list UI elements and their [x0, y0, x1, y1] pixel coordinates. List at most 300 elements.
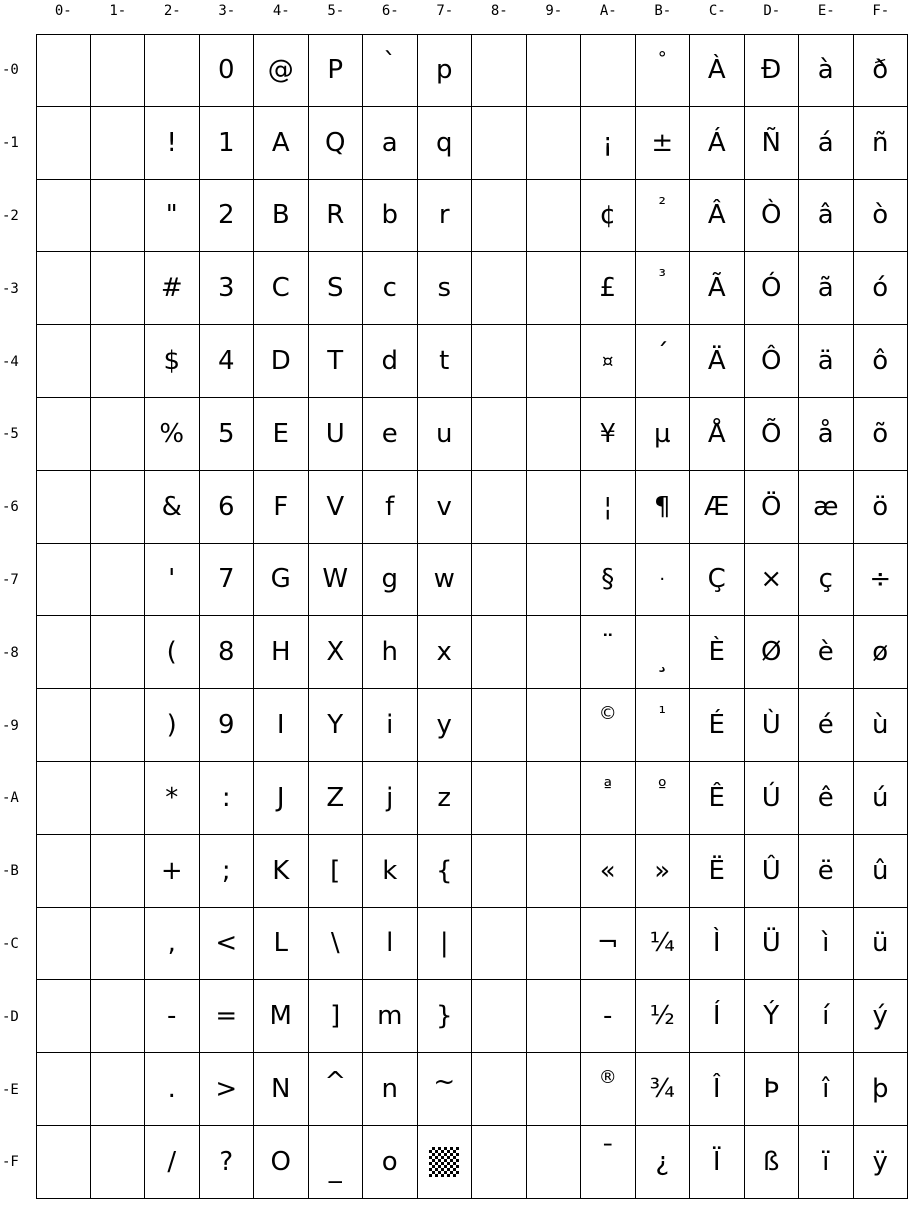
code-cell: [799, 398, 854, 471]
glyph: f: [385, 491, 395, 522]
glyph: !: [166, 127, 177, 158]
code-cell: [254, 908, 309, 981]
glyph: #: [160, 273, 183, 304]
glyph: ): [166, 710, 177, 741]
code-cell: [309, 1126, 364, 1199]
code-cell: [527, 1126, 582, 1199]
code-cell: [527, 325, 582, 398]
code-cell: [472, 107, 527, 180]
glyph: õ: [872, 418, 889, 449]
glyph: ×: [760, 564, 783, 595]
glyph: L: [273, 928, 288, 959]
glyph: ¯: [601, 1140, 615, 1170]
code-cell: [799, 689, 854, 762]
glyph: Ù: [761, 710, 781, 741]
code-cell: [91, 762, 146, 835]
code-cell: [145, 398, 200, 471]
code-cell: [91, 835, 146, 908]
glyph: x: [436, 637, 452, 668]
code-cell: [309, 762, 364, 835]
glyph: ã: [817, 273, 834, 304]
column-header: 0-: [54, 3, 72, 19]
code-cell: [581, 689, 636, 762]
code-cell: [636, 471, 691, 544]
code-cell: [636, 544, 691, 617]
glyph: ?: [219, 1146, 234, 1177]
code-cell: [690, 616, 745, 689]
glyph: 4: [217, 346, 235, 377]
glyph: ö: [872, 491, 889, 522]
code-cell: [472, 908, 527, 981]
glyph: Å: [707, 418, 726, 449]
code-cell: [363, 398, 418, 471]
code-cell: [690, 325, 745, 398]
code-cell: [254, 616, 309, 689]
glyph: |: [439, 928, 449, 959]
code-cell: [472, 398, 527, 471]
glyph: n: [381, 1074, 398, 1105]
glyph: a: [381, 127, 398, 158]
code-cell: [581, 471, 636, 544]
code-cell: [581, 908, 636, 981]
code-cell: [581, 835, 636, 908]
code-cell: [690, 1126, 745, 1199]
code-cell: [418, 107, 473, 180]
code-cell: [854, 689, 909, 762]
code-cell: [745, 180, 800, 253]
code-cell: [363, 762, 418, 835]
code-cell: [854, 325, 909, 398]
code-cell: [363, 908, 418, 981]
code-cell: [581, 398, 636, 471]
code-cell: [745, 1053, 800, 1126]
glyph: ¨: [601, 630, 615, 661]
code-cell: [91, 544, 146, 617]
code-cell: [254, 835, 309, 908]
glyph: ³: [658, 266, 666, 288]
code-cell: [36, 398, 91, 471]
glyph: ¹: [658, 703, 666, 725]
code-cell: [799, 835, 854, 908]
code-cell: [690, 544, 745, 617]
code-cell: [91, 325, 146, 398]
code-cell: [309, 471, 364, 544]
code-cell: [581, 107, 636, 180]
code-cell: [799, 471, 854, 544]
column-header: 7-: [436, 3, 454, 19]
glyph: ~: [433, 1067, 456, 1098]
code-cell: [745, 544, 800, 617]
code-cell: [745, 471, 800, 544]
glyph: A: [271, 127, 290, 158]
code-cell: [745, 252, 800, 325]
glyph: Ë: [708, 855, 725, 886]
code-cell: [200, 544, 255, 617]
code-cell: [854, 762, 909, 835]
row-header: -4: [2, 353, 19, 370]
code-cell: [636, 34, 691, 107]
glyph: ô: [872, 346, 889, 377]
code-cell: [36, 34, 91, 107]
glyph: ì: [822, 928, 830, 959]
code-cell: [309, 398, 364, 471]
code-cell: [527, 908, 582, 981]
glyph: Ê: [708, 782, 725, 813]
code-cell: [854, 616, 909, 689]
code-cell: [91, 980, 146, 1053]
glyph: *: [165, 782, 179, 813]
glyph: +: [160, 855, 183, 886]
code-cell: [690, 980, 745, 1053]
glyph: ÷: [869, 564, 892, 595]
glyph: Y: [327, 710, 344, 741]
code-cell: [418, 1053, 473, 1126]
glyph: Ö: [761, 491, 782, 522]
code-cell: [636, 325, 691, 398]
code-cell: [309, 1053, 364, 1126]
code-cell: [690, 107, 745, 180]
code-cell: [363, 616, 418, 689]
column-header: 4-: [272, 3, 290, 19]
glyph: K: [272, 855, 290, 886]
row-header: -F: [2, 1154, 19, 1171]
code-cell: [799, 252, 854, 325]
glyph: w: [433, 564, 455, 595]
glyph: Û: [761, 855, 781, 886]
glyph: þ: [871, 1074, 889, 1105]
code-cell: [799, 107, 854, 180]
code-cell: [200, 980, 255, 1053]
code-cell: [145, 835, 200, 908]
glyph: á: [817, 127, 834, 158]
glyph: ¬: [596, 928, 619, 959]
glyph: s: [437, 273, 452, 304]
code-cell: [854, 398, 909, 471]
glyph: r: [438, 200, 450, 231]
glyph: %: [159, 418, 185, 449]
code-cell: [636, 980, 691, 1053]
glyph: µ: [653, 418, 671, 449]
code-cell: [145, 107, 200, 180]
column-header: 8-: [490, 3, 508, 19]
glyph: Ü: [761, 928, 781, 959]
code-cell: [363, 107, 418, 180]
glyph: Í: [712, 1001, 721, 1032]
code-cell: [91, 1053, 146, 1126]
code-cell: [91, 398, 146, 471]
code-cell: [254, 689, 309, 762]
code-cell: [636, 616, 691, 689]
glyph: v: [436, 491, 452, 522]
code-cell: [418, 471, 473, 544]
glyph: j: [386, 782, 394, 813]
code-cell: [254, 471, 309, 544]
code-cell: [145, 180, 200, 253]
code-cell: [799, 980, 854, 1053]
code-cell: [418, 325, 473, 398]
glyph: «: [599, 855, 616, 886]
column-header: 6-: [381, 3, 399, 19]
glyph: q: [435, 127, 453, 158]
code-cell: [254, 1126, 309, 1199]
code-cell: [581, 616, 636, 689]
code-cell: [854, 544, 909, 617]
code-cell: [363, 544, 418, 617]
column-header: A-: [599, 3, 617, 19]
code-cell: [636, 107, 691, 180]
code-cell: [418, 980, 473, 1053]
code-cell: [254, 544, 309, 617]
code-cell: [145, 762, 200, 835]
glyph: ø: [872, 637, 889, 668]
glyph: 0: [217, 54, 235, 85]
glyph: È: [708, 637, 725, 668]
code-cell: [418, 616, 473, 689]
glyph: 9: [217, 710, 235, 741]
glyph: ó: [872, 273, 889, 304]
code-cell: [418, 835, 473, 908]
code-cell: [36, 1126, 91, 1199]
glyph: E: [272, 418, 289, 449]
code-cell: [36, 107, 91, 180]
glyph: I: [276, 710, 285, 741]
code-cell: [309, 544, 364, 617]
code-cell: [418, 908, 473, 981]
code-cell: [854, 908, 909, 981]
glyph: ü: [872, 928, 889, 959]
glyph: 2: [217, 200, 235, 231]
code-cell: [799, 762, 854, 835]
glyph: Ô: [761, 346, 782, 377]
code-cell: [581, 1126, 636, 1199]
glyph: Þ: [763, 1074, 780, 1105]
code-cell: [254, 252, 309, 325]
glyph: é: [817, 710, 834, 741]
code-cell: [145, 325, 200, 398]
glyph: ¿: [655, 1146, 670, 1177]
code-cell: [745, 908, 800, 981]
code-cell: [581, 34, 636, 107]
code-cell: [854, 34, 909, 107]
code-cell: [472, 252, 527, 325]
code-cell: [36, 908, 91, 981]
code-cell: [581, 252, 636, 325]
glyph: 5: [217, 418, 235, 449]
glyph: Ä: [707, 346, 726, 377]
glyph: ê: [817, 782, 834, 813]
glyph: G: [270, 564, 291, 595]
code-cell: [636, 398, 691, 471]
code-cell: [527, 616, 582, 689]
row-header: -7: [2, 571, 19, 588]
code-cell: [309, 180, 364, 253]
glyph: §: [601, 564, 615, 595]
glyph: ·: [659, 568, 666, 590]
column-header: C-: [708, 3, 726, 19]
code-cell: [527, 835, 582, 908]
glyph: ^: [324, 1067, 347, 1098]
glyph: H: [270, 637, 291, 668]
code-cell: [145, 1053, 200, 1126]
glyph: (: [166, 637, 177, 668]
glyph: à: [817, 54, 834, 85]
glyph: -: [603, 1001, 613, 1032]
code-cell: [799, 34, 854, 107]
code-cell: [145, 1126, 200, 1199]
glyph: Â: [707, 200, 726, 231]
glyph: .: [167, 1074, 176, 1105]
code-cell: [745, 980, 800, 1053]
row-header: -1: [2, 135, 19, 152]
code-cell: [745, 398, 800, 471]
glyph: Q: [325, 127, 346, 158]
code-cell: [799, 1053, 854, 1126]
code-cell: [200, 1126, 255, 1199]
glyph: ®: [598, 1067, 617, 1089]
code-cell: [745, 616, 800, 689]
glyph: ú: [872, 782, 889, 813]
glyph: ¾: [649, 1074, 675, 1105]
glyph: ñ: [872, 127, 889, 158]
glyph: Õ: [761, 418, 782, 449]
code-cell: [581, 980, 636, 1053]
glyph: ç: [818, 564, 833, 595]
glyph: ¼: [649, 928, 675, 959]
glyph: &: [161, 491, 182, 522]
row-header: -9: [2, 717, 19, 734]
glyph: F: [273, 491, 289, 522]
glyph: /: [167, 1146, 177, 1177]
code-cell: [854, 980, 909, 1053]
column-header: B-: [654, 3, 672, 19]
code-cell: [91, 471, 146, 544]
row-header: -6: [2, 499, 19, 516]
glyph: \: [330, 928, 340, 959]
code-cell: [145, 980, 200, 1053]
glyph: k: [382, 855, 398, 886]
glyph: ý: [872, 1001, 888, 1032]
code-cell: [36, 762, 91, 835]
code-cell: [636, 1053, 691, 1126]
row-header: -D: [2, 1008, 19, 1025]
code-cell: [799, 544, 854, 617]
glyph: C: [271, 273, 290, 304]
code-cell: [200, 1053, 255, 1126]
glyph: ù: [872, 710, 889, 741]
glyph: Ã: [707, 273, 726, 304]
code-cell: [854, 180, 909, 253]
code-cell: [690, 908, 745, 981]
code-cell: [472, 689, 527, 762]
code-cell: [799, 325, 854, 398]
glyph: P: [327, 54, 344, 85]
glyph: ¢: [599, 200, 617, 231]
code-cell: [418, 180, 473, 253]
glyph: Ç: [707, 564, 726, 595]
glyph: W: [322, 564, 349, 595]
code-cell: [200, 180, 255, 253]
code-cell: [472, 980, 527, 1053]
code-cell: [418, 398, 473, 471]
code-cell: [418, 1126, 473, 1199]
glyph: M: [269, 1001, 292, 1032]
code-cell: [145, 908, 200, 981]
column-header: 9-: [545, 3, 563, 19]
code-cell: [690, 835, 745, 908]
glyph: Ì: [712, 928, 721, 959]
code-cell: [254, 107, 309, 180]
code-cell: [854, 471, 909, 544]
glyph: z: [437, 782, 452, 813]
glyph: t: [439, 346, 450, 377]
code-cell: [91, 180, 146, 253]
code-cell: [581, 1053, 636, 1126]
code-cell: [418, 34, 473, 107]
glyph: å: [817, 418, 834, 449]
code-cell: [690, 180, 745, 253]
code-cell: [91, 616, 146, 689]
column-header: 1-: [109, 3, 127, 19]
code-cell: [36, 616, 91, 689]
glyph: Ò: [761, 200, 782, 231]
glyph: û: [872, 855, 889, 886]
code-cell: [363, 1053, 418, 1126]
code-cell: [36, 1053, 91, 1126]
code-cell: [636, 908, 691, 981]
code-cell: [91, 107, 146, 180]
code-cell: [200, 908, 255, 981]
glyph: $: [163, 346, 181, 377]
code-cell: [581, 180, 636, 253]
code-cell: [527, 180, 582, 253]
code-cell: [472, 1053, 527, 1126]
glyph: >: [215, 1074, 238, 1105]
glyph: 3: [217, 273, 235, 304]
code-cell: [309, 908, 364, 981]
glyph: °: [657, 48, 667, 69]
code-cell: [472, 616, 527, 689]
code-cell: [418, 689, 473, 762]
column-header: 3-: [218, 3, 236, 19]
code-cell: [363, 980, 418, 1053]
glyph: ¶: [653, 491, 671, 522]
code-cell: [472, 471, 527, 544]
glyph: g: [381, 564, 398, 595]
code-cell: [254, 34, 309, 107]
code-cell: [145, 616, 200, 689]
glyph: ä: [817, 346, 834, 377]
code-cell: [363, 325, 418, 398]
glyph: c: [382, 273, 397, 304]
glyph: Á: [707, 127, 726, 158]
code-cell: [636, 835, 691, 908]
code-cell: [36, 180, 91, 253]
code-cell: [254, 1053, 309, 1126]
glyph: ª: [603, 776, 612, 797]
column-header: 2-: [163, 3, 181, 19]
glyph: ¥: [599, 418, 617, 449]
glyph: i: [386, 710, 394, 741]
code-cell: [799, 1126, 854, 1199]
glyph: l: [386, 928, 394, 959]
code-cell: [36, 325, 91, 398]
code-cell: [36, 689, 91, 762]
code-cell: [745, 107, 800, 180]
glyph: B: [271, 200, 290, 231]
code-cell: [309, 107, 364, 180]
glyph: ,: [167, 928, 176, 959]
code-cell: [745, 689, 800, 762]
